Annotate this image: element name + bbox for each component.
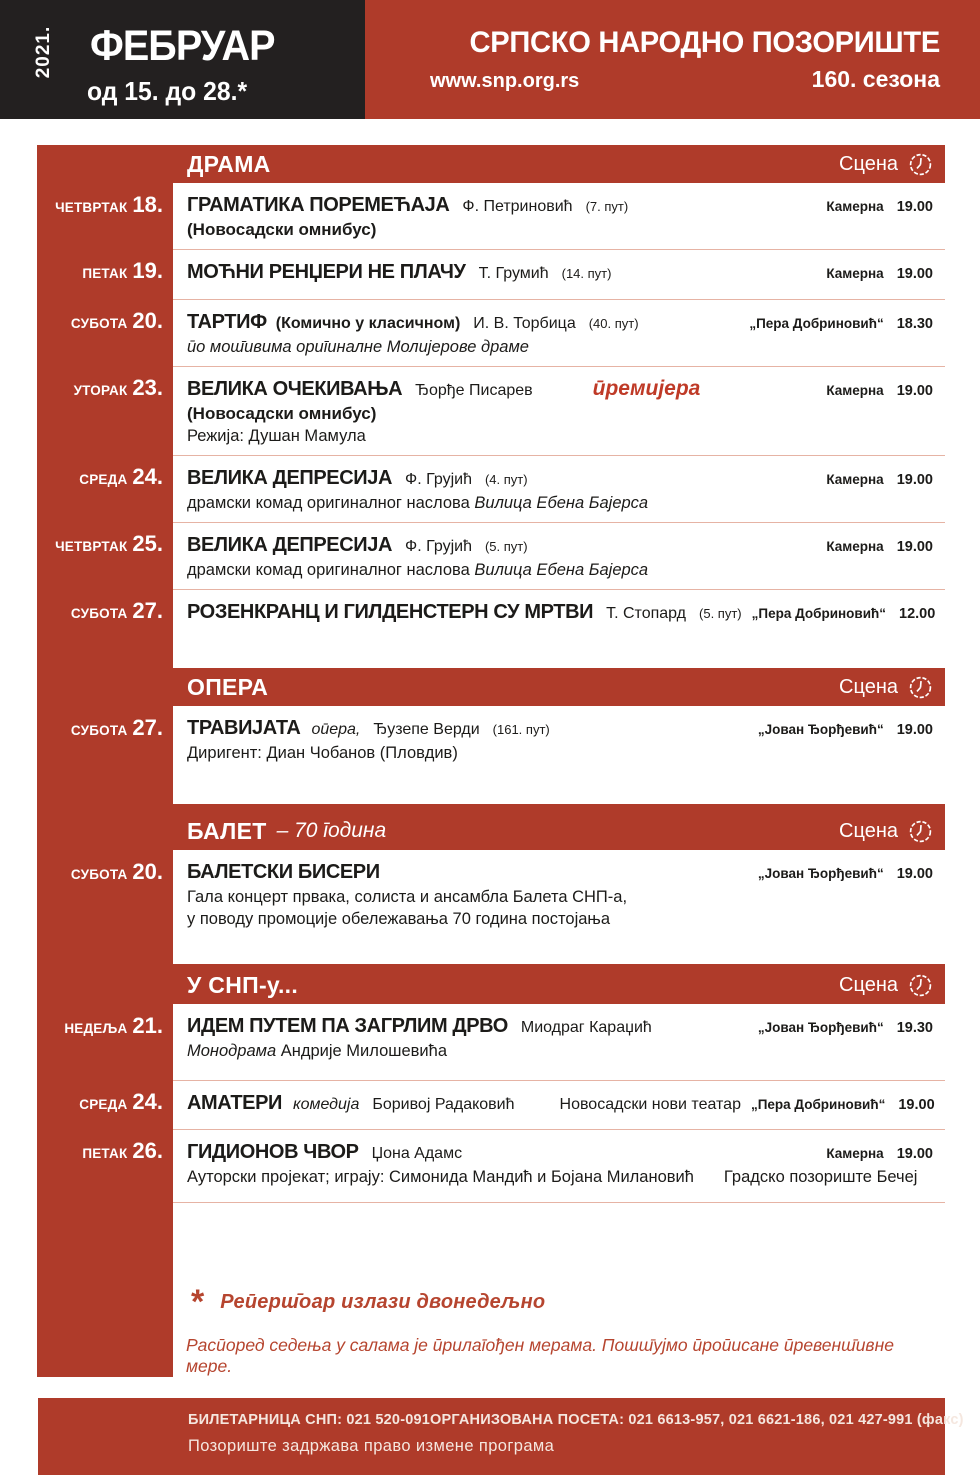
show-cell bbox=[173, 249, 945, 299]
show-title: МОЋНИ РЕНЏЕРИ НЕ ПЛАЧУ bbox=[187, 261, 466, 283]
genre-label: Монодрама bbox=[187, 1042, 277, 1060]
time-label: 19.00 bbox=[898, 1097, 935, 1113]
show-author: И. В. Торбица bbox=[473, 315, 576, 332]
theater-name: СРПСКО НАРОДНО ПОЗОРИШТЕ bbox=[469, 26, 940, 59]
performance-count: (161. пут) bbox=[492, 722, 550, 737]
stage-header bbox=[839, 973, 933, 998]
show-description: Гала концерт првака, солиста и ансамбла Балета СНП-а, bbox=[187, 888, 628, 906]
stage-header bbox=[839, 819, 933, 844]
program-row bbox=[37, 1080, 945, 1129]
day-number: 20. bbox=[132, 859, 163, 884]
time-label: 19.00 bbox=[896, 722, 933, 738]
show-author: Т. Стопард bbox=[606, 605, 687, 622]
footer-bar bbox=[38, 1398, 964, 1475]
show-title: ГРАМАТИКА ПОРЕМЕЋАЈА bbox=[187, 194, 450, 216]
performance-count: (5. пут) bbox=[484, 539, 528, 554]
day-number: 24. bbox=[132, 1089, 163, 1114]
clock-icon bbox=[908, 152, 933, 177]
show-title: РОЗЕНКРАНЦ И ГИЛДЕНСТЕРН СУ МРТВИ bbox=[187, 601, 594, 623]
date-cell bbox=[37, 1004, 173, 1080]
venue-label: Камерна bbox=[826, 472, 884, 487]
show-cell bbox=[173, 1080, 945, 1129]
day-number: 18. bbox=[132, 192, 163, 217]
original-title: Вилица Ебена Бајерса bbox=[474, 494, 649, 512]
footer-contacts bbox=[188, 1412, 964, 1428]
director-note: Режија: Душан Мамула bbox=[187, 427, 366, 445]
show-subtitle: драмски комад оригиналног наслова bbox=[187, 494, 475, 512]
stage-label: Сцена bbox=[839, 152, 898, 175]
day-name: ЧЕТВРТАК bbox=[55, 539, 128, 554]
show-cell bbox=[173, 366, 945, 455]
performance-count: (14. пут) bbox=[561, 266, 612, 281]
asterisk-mark: * bbox=[191, 1283, 205, 1321]
show-subtitle: ūо мош̄ивима ориīиналне Молијерове драме bbox=[187, 338, 529, 356]
day-number: 27. bbox=[132, 715, 163, 740]
show-title: АМАТЕРИ bbox=[187, 1092, 283, 1114]
day-number: 27. bbox=[132, 598, 163, 623]
day-name: СРЕДА bbox=[79, 472, 128, 487]
clock-icon bbox=[908, 973, 933, 998]
date-cell bbox=[37, 706, 173, 804]
show-author: Ф. Грујић bbox=[405, 538, 472, 555]
show-author: Миодраг Караџић bbox=[520, 1019, 652, 1036]
covid-note: Расūоред седења у салама је ūрилаīођен мерама. Пошш̄ујмо ūроūисане ūревенш̄ивне мере. bbox=[186, 1335, 894, 1376]
show-subtitle: (Новосадски омнибус) bbox=[187, 404, 377, 423]
genre-label: (Комично у класичном) bbox=[275, 315, 461, 332]
program-row bbox=[37, 706, 945, 804]
show-title: ИДЕМ ПУТЕМ ПА ЗАГРЛИМ ДРВО bbox=[187, 1015, 508, 1037]
time-label: 12.00 bbox=[899, 606, 936, 622]
conductor-note: Диригент: Диан Чобанов (Пловдив) bbox=[187, 744, 458, 762]
program-schedule bbox=[37, 145, 945, 1377]
program-row bbox=[37, 183, 945, 249]
program-row bbox=[37, 299, 945, 366]
show-author: Ђузепе Верди bbox=[373, 721, 480, 738]
section-title: БАЛЕТ bbox=[187, 817, 267, 844]
show-cell bbox=[173, 1129, 945, 1202]
date-cell bbox=[37, 366, 173, 455]
month-title: ФЕБРУАР bbox=[90, 22, 275, 70]
time-label: 19.00 bbox=[896, 1146, 933, 1162]
show-cell bbox=[173, 589, 945, 668]
show-cell bbox=[173, 183, 945, 249]
show-title: ВЕЛИКА ДЕПРЕСИЈА bbox=[187, 534, 393, 556]
program-row bbox=[37, 1129, 945, 1202]
venue-label: Камерна bbox=[826, 539, 884, 554]
time-label: 19.00 bbox=[896, 266, 933, 282]
box-office-phone: БИЛЕТАРНИЦА СНП: 021 520-091 bbox=[188, 1412, 431, 1428]
program-row bbox=[37, 589, 945, 668]
time-label: 19.00 bbox=[896, 472, 933, 488]
venue-label: Камерна bbox=[826, 266, 884, 281]
year-label: 2021. bbox=[33, 25, 54, 79]
show-author: Боривој Радаковић bbox=[372, 1096, 515, 1113]
notes-cell bbox=[173, 1202, 945, 1377]
date-cell bbox=[37, 299, 173, 366]
program-row bbox=[37, 249, 945, 299]
day-name: СУБОТА bbox=[70, 316, 128, 331]
masthead bbox=[0, 0, 980, 119]
show-subtitle: (Новосадски омнибус) bbox=[187, 220, 377, 239]
date-range: од 15. до 28.* bbox=[87, 76, 248, 106]
masthead-subrow bbox=[430, 66, 940, 93]
show-title: ТРАВИЈАТА bbox=[187, 717, 301, 739]
time-label: 19.00 bbox=[896, 199, 933, 215]
section-header-ballet bbox=[37, 812, 945, 850]
show-cell bbox=[173, 522, 945, 589]
premiere-badge: ūремијера bbox=[592, 377, 701, 400]
show-author: Ф. Грујић bbox=[405, 471, 472, 488]
section-subtitle: – 70 īодина bbox=[276, 819, 387, 842]
stage-header bbox=[839, 152, 933, 177]
show-title: БАЛЕТСКИ БИСЕРИ bbox=[187, 861, 380, 883]
time-label: 19.00 bbox=[896, 866, 933, 882]
program-row bbox=[37, 522, 945, 589]
notes-area bbox=[37, 1202, 945, 1377]
performer-note: Андрије Милошевића bbox=[276, 1042, 447, 1060]
venue-label: Камерна bbox=[826, 1146, 884, 1161]
theater-box bbox=[365, 0, 980, 119]
show-title: ГИДИОНОВ ЧВОР bbox=[187, 1141, 359, 1163]
performance-count: (5. пут) bbox=[699, 606, 742, 621]
day-number: 19. bbox=[132, 258, 163, 283]
time-label: 19.30 bbox=[896, 1020, 933, 1036]
show-cell bbox=[173, 706, 945, 804]
day-name: ПЕТАК bbox=[82, 1146, 128, 1161]
biweekly-note bbox=[186, 1283, 933, 1321]
show-description: у поводу промоције обележавања 70 година постојања bbox=[187, 910, 610, 928]
show-author: Ф. Петриновић bbox=[462, 198, 573, 215]
date-cell bbox=[37, 455, 173, 522]
show-subtitle: драмски комад оригиналног наслова bbox=[187, 561, 475, 579]
genre-label: оūера, bbox=[311, 721, 361, 738]
cast-note: Ауторски пројекат; играју: Симонида Мандић и Бојана Милановић bbox=[187, 1168, 694, 1186]
day-number: 25. bbox=[132, 531, 163, 556]
guest-theater-note: Градско позориште Бечеј bbox=[723, 1168, 918, 1186]
venue-label: „Јован Ђорђевић“ bbox=[757, 722, 884, 737]
show-title: ВЕЛИКА ДЕПРЕСИЈА bbox=[187, 467, 393, 489]
section-header-opera bbox=[37, 668, 945, 706]
day-name: ПЕТАК bbox=[82, 266, 128, 281]
section-title: У СНП-у... bbox=[187, 971, 299, 998]
clock-icon bbox=[908, 819, 933, 844]
program-row bbox=[37, 850, 945, 964]
show-cell bbox=[173, 299, 945, 366]
month-box bbox=[0, 0, 365, 119]
day-number: 26. bbox=[132, 1138, 163, 1163]
date-cell bbox=[37, 249, 173, 299]
section-title: ОПЕРА bbox=[187, 673, 269, 700]
stage-label: Сцена bbox=[839, 675, 898, 698]
venue-label: „Јован Ђорђевић“ bbox=[757, 1020, 884, 1035]
show-cell bbox=[173, 1004, 945, 1080]
date-cell bbox=[37, 850, 173, 964]
clock-icon bbox=[908, 675, 933, 700]
ensemble-note: Новосадски нови театар bbox=[559, 1096, 741, 1113]
show-author: Т. Грумић bbox=[478, 265, 549, 282]
biweekly-note-text: Реūерш̄оар излази двонедељно bbox=[220, 1291, 546, 1313]
show-author: Џона Адамс bbox=[371, 1145, 463, 1162]
program-row bbox=[37, 455, 945, 522]
website-url: www.snp.org.rs bbox=[430, 70, 580, 92]
day-number: 23. bbox=[132, 375, 163, 400]
day-number: 24. bbox=[132, 464, 163, 489]
stage-header bbox=[839, 675, 933, 700]
date-cell bbox=[37, 183, 173, 249]
show-title: ТАРТИФ bbox=[187, 311, 267, 333]
venue-label: „Пера Добриновић“ bbox=[749, 316, 884, 331]
time-label: 19.00 bbox=[896, 383, 933, 399]
stage-label: Сцена bbox=[839, 973, 898, 996]
show-title: ВЕЛИКА ОЧЕКИВАЊА bbox=[187, 378, 403, 400]
venue-label: „Пера Добриновић“ bbox=[751, 606, 886, 621]
program-row bbox=[37, 366, 945, 455]
day-name: ЧЕТВРТАК bbox=[55, 200, 128, 215]
season-label: 160. сезона bbox=[811, 66, 940, 92]
show-cell bbox=[173, 850, 945, 964]
stage-label: Сцена bbox=[839, 819, 898, 842]
day-name: СУБОТА bbox=[70, 606, 128, 621]
day-name: УТОРАК bbox=[73, 383, 128, 398]
date-cell bbox=[37, 589, 173, 668]
genre-label: комедија bbox=[293, 1096, 360, 1113]
day-name: НЕДЕЉА bbox=[64, 1021, 128, 1036]
day-name: СУБОТА bbox=[70, 723, 128, 738]
show-author: Ђорђе Писарев bbox=[415, 382, 533, 399]
performance-count: (4. пут) bbox=[484, 472, 528, 487]
original-title: Вилица Ебена Бајерса bbox=[474, 561, 649, 579]
section-header-drama bbox=[37, 145, 945, 183]
venue-label: „Пера Добриновић“ bbox=[750, 1097, 886, 1112]
date-cell bbox=[37, 522, 173, 589]
day-number: 20. bbox=[132, 308, 163, 333]
group-visit-phones: ОРГАНИЗОВАНА ПОСЕТА: 021 6613-957, 021 6621-186, 021 427-991 (факс) bbox=[430, 1412, 964, 1428]
time-label: 19.00 bbox=[896, 539, 933, 555]
performance-count: (40. пут) bbox=[588, 316, 639, 331]
date-cell bbox=[37, 1129, 173, 1202]
venue-label: „Јован Ђорђевић“ bbox=[757, 866, 884, 881]
date-cell bbox=[37, 1080, 173, 1129]
day-number: 21. bbox=[132, 1013, 163, 1038]
day-name: СРЕДА bbox=[79, 1097, 128, 1112]
time-label: 18.30 bbox=[896, 316, 933, 332]
venue-label: Камерна bbox=[826, 199, 884, 214]
section-title: ДРАМА bbox=[187, 150, 271, 177]
program-disclaimer: Позориште задржава право измене програма bbox=[188, 1437, 555, 1455]
program-row bbox=[37, 1004, 945, 1080]
venue-label: Камерна bbox=[826, 383, 884, 398]
day-name: СУБОТА bbox=[70, 867, 128, 882]
performance-count: (7. пут) bbox=[585, 199, 629, 214]
section-header-usnp bbox=[37, 966, 945, 1004]
date-cell bbox=[37, 1202, 173, 1377]
show-cell bbox=[173, 455, 945, 522]
